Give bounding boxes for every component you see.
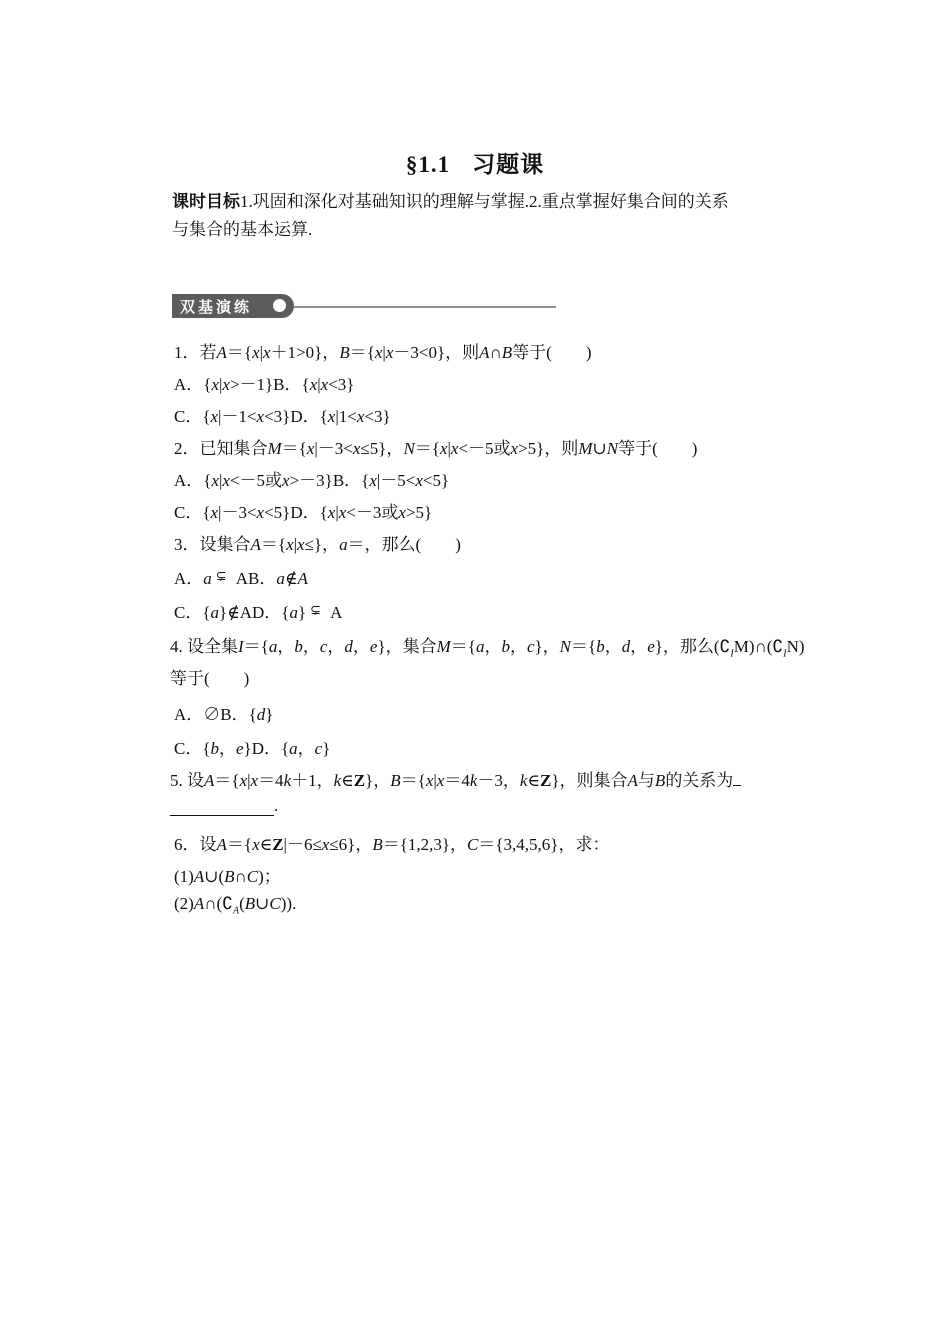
proper-subset-icon: ⊊ bbox=[215, 568, 227, 583]
lesson-goal bbox=[172, 188, 812, 244]
q2-options-ab: A．{x|x<－5或x>－3}B．{x|－5<x<5} bbox=[174, 471, 450, 490]
section-number: §1.1 bbox=[405, 152, 451, 177]
goal-text-1: 1.巩固和深化对基础知识的理解与掌握.2.重点掌握好集合间的关系 bbox=[240, 192, 729, 211]
band-dot-icon bbox=[273, 299, 286, 312]
q3-stem: 3．设集合A＝{x|x≤}，a＝，那么( ) bbox=[174, 535, 461, 554]
q6-part-2: $(2)A\cap(∁_A(B\cup C))$. bbox=[174, 894, 297, 917]
q2-stem: 2．已知集合M＝{x|－3<x≤5}，N＝{x|x<－5或x>5}，则M∪N等于( ) bbox=[174, 439, 698, 458]
goal-text-2: 与集合的基本运算. bbox=[172, 220, 313, 239]
section-name: 习题课 bbox=[472, 152, 545, 177]
q4-stem-cont: 等于( ) bbox=[170, 669, 250, 688]
band-label: 双基演练 bbox=[180, 298, 253, 316]
q3-options-cd: C．{a}∉AD．{a} ⊊ A bbox=[174, 602, 343, 622]
q5-stem: 5. 设A＝{x|x＝4k＋1，k∈Z}，B＝{x|x＝4k－3，k∈Z}，则集合A与B的关系为 bbox=[170, 766, 741, 791]
q4-stem: 4. 设全集I＝{a，b，c，d，e}，集合M＝{a，b，c}，N＝{b，d，e}，那么$(∁_IM)\cap(∁_IN)$ bbox=[170, 637, 805, 660]
goal-label: 课时目标 bbox=[172, 192, 240, 211]
answer-blank-line[interactable] bbox=[170, 797, 274, 816]
answer-blank[interactable] bbox=[733, 785, 741, 786]
q5-blank: . bbox=[170, 796, 278, 816]
page-title bbox=[0, 146, 950, 179]
band-rule bbox=[294, 306, 556, 308]
q4-options-cd: C．{b，e}D．{a，c} bbox=[174, 739, 331, 758]
band-tag bbox=[172, 294, 294, 318]
q4-options-ab: A．∅B．{d} bbox=[174, 705, 274, 724]
section-band bbox=[172, 294, 556, 318]
q2-options-cd: C．{x|－3<x<5}D．{x|x<－3或x>5} bbox=[174, 503, 433, 522]
proper-subset-icon: ⊊ bbox=[310, 602, 322, 617]
q1-options-cd: C．{x|－1<x<3}D．{x|1<x<3} bbox=[174, 407, 391, 426]
q1-stem: 1．若A＝{x|x＋1>0}，B＝{x|x－3<0}，则A∩B等于( ) bbox=[174, 343, 592, 362]
q6-part-1: (1)A∪(B∩C)； bbox=[174, 867, 281, 886]
q3-options-ab: A．a ⊊ AB．a∉A bbox=[174, 568, 308, 588]
q1-options-ab: A．{x|x>－1}B．{x|x<3} bbox=[174, 375, 355, 394]
q6-stem: 6．设A＝{x∈Z|－6≤x≤6}，B＝{1,2,3}，C＝{3,4,5,6}，求： bbox=[174, 835, 610, 854]
